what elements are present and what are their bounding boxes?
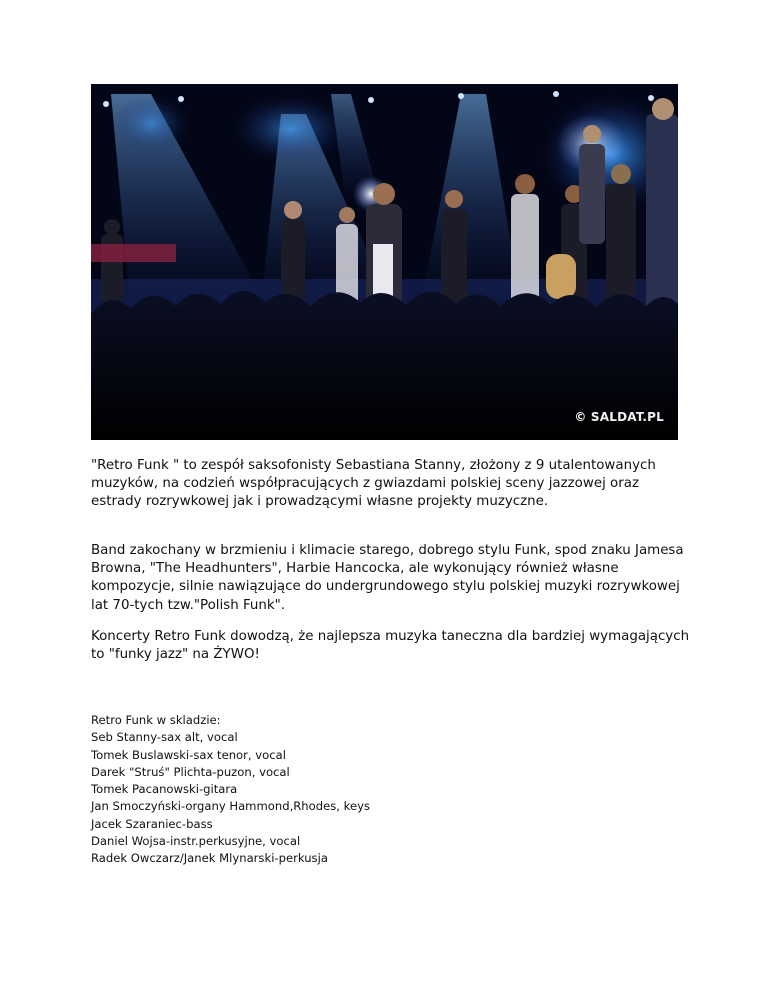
lineup-member: Darek "Struś" Plichta-puzon, vocal	[91, 764, 290, 779]
lineup-member: Jan Smoczyński-organy Hammond,Rhodes, keys	[91, 799, 370, 814]
lineup-member: Tomek Pacanowski-gitara	[91, 782, 238, 797]
lineup-member: Jacek Szaraniec-bass	[91, 816, 213, 831]
lineup-member: Tomek Buslawski-sax tenor, vocal	[91, 747, 286, 762]
concert-stage-illustration	[91, 84, 678, 440]
lineup-heading: Retro Funk w skladzie:	[91, 713, 221, 727]
concert-paragraph: Koncerty Retro Funk dowodzą, że najlepsza muzyka taneczna dla bardziej wymagających to "funky jazz" na ŻYWO!	[91, 629, 690, 663]
style-paragraph: Band zakochany w brzmieniu i klimacie starego, dobrego stylu Funk, spod znaku Jamesa Browna, "The Headhunters", Harbie Hancocka, ale wykonujący również własne kompozycje, silnie nawiązujące do undergrundowego stylu polskiej muzyki rozrywkowej lat 70-tych tzw."Polish Funk".	[91, 543, 684, 613]
band-lineup	[91, 712, 691, 868]
intro-paragraph: "Retro Funk " to zespół saksofonisty Sebastiana Stanny, złożony z 9 utalentowanych muzyków, na codzień współpracujących z gwiazdami polskiej sceny jazzowej oraz estrady rozrywkowej jak i prowadzącymi własne projekty muzyczne.	[91, 458, 656, 510]
photo-watermark: © SALDAT.PL	[574, 410, 664, 424]
concert-photo	[91, 84, 678, 440]
lineup-member: Seb Stanny-sax alt, vocal	[91, 730, 238, 745]
lineup-member: Daniel Wojsa-instr.perkusyjne, vocal	[91, 834, 301, 849]
lineup-member: Radek Owczarz/Janek Mlynarski-perkusja	[91, 851, 328, 866]
